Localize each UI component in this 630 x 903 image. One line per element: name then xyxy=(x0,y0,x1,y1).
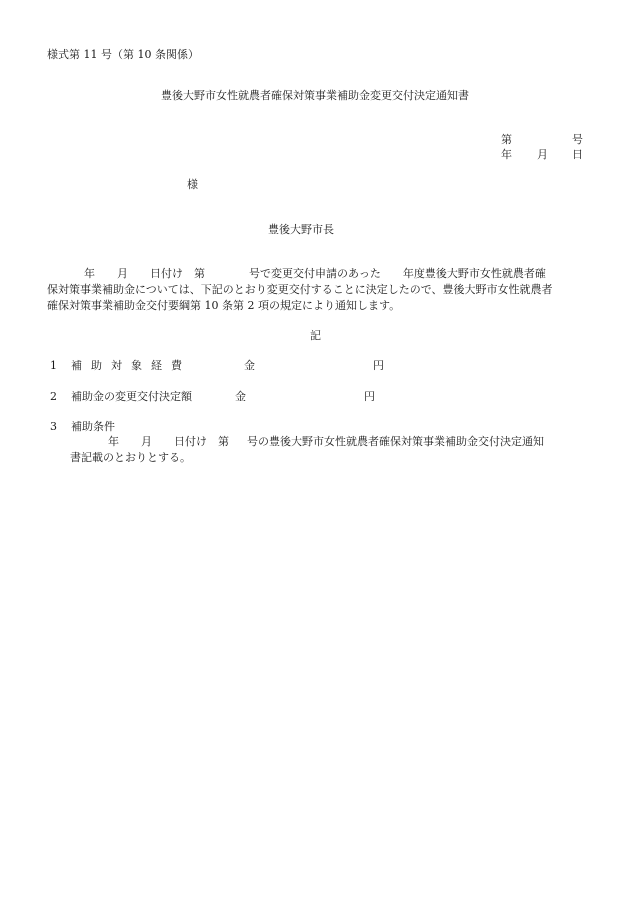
body-dated-no: 日付け 第 xyxy=(150,267,205,280)
body-year: 年 xyxy=(84,267,95,280)
item-1-number: 1 xyxy=(50,359,57,372)
issuer-name: 豊後大野市長 xyxy=(268,223,334,236)
document-title: 豊後大野市女性就農者確保対策事業補助金変更交付決定通知書 xyxy=(161,89,469,102)
item-2-label: 補助金の変更交付決定額 xyxy=(71,390,192,403)
body-month: 月 xyxy=(117,267,128,280)
item-3-number: 3 xyxy=(50,420,57,433)
body-middle: 号で変更交付申請のあった xyxy=(249,267,381,280)
item-3-year: 年 xyxy=(108,435,119,448)
item-3-condition-line-2: 書記載のとおりとする。 xyxy=(70,451,191,464)
reference-number-suffix: 号 xyxy=(572,133,583,146)
body-paragraph xyxy=(47,267,587,315)
date-year-label: 年 xyxy=(501,148,512,161)
item-2-yen: 円 xyxy=(364,390,375,403)
item-3-condition-line-1 xyxy=(108,435,544,449)
form-number: 様式第 11 号（第 10 条関係） xyxy=(47,48,199,61)
item-3-dated-no: 日付け 第 xyxy=(174,435,229,448)
item-2-kin: 金 xyxy=(235,390,246,403)
ki-heading: 記 xyxy=(310,329,321,342)
body-line-1 xyxy=(47,267,587,283)
date-month-label: 月 xyxy=(537,148,548,161)
body-tail: 年度豊後大野市女性就農者確 xyxy=(402,267,546,280)
body-line-3: 確保対策事業補助金交付要綱第 10 条第 2 項の規定により通知します。 xyxy=(47,299,401,312)
recipient-honorific: 様 xyxy=(187,178,198,191)
reference-number-prefix: 第 xyxy=(501,133,512,146)
item-2-number: 2 xyxy=(50,390,57,403)
item-1-yen: 円 xyxy=(373,359,384,372)
item-3-tail: 号の豊後大野市女性就農者確保対策事業補助金交付決定通知 xyxy=(247,435,544,448)
item-1-kin: 金 xyxy=(244,359,255,372)
item-3-month: 月 xyxy=(141,435,152,448)
item-1-label: 補助対象経費 xyxy=(71,359,191,372)
body-line-2: 保対策事業補助金については、下記のとおり変更交付することに決定したので、豊後大野市女性就農者 xyxy=(47,283,553,296)
item-3-label: 補助条件 xyxy=(71,420,115,433)
date-day-label: 日 xyxy=(572,148,583,161)
